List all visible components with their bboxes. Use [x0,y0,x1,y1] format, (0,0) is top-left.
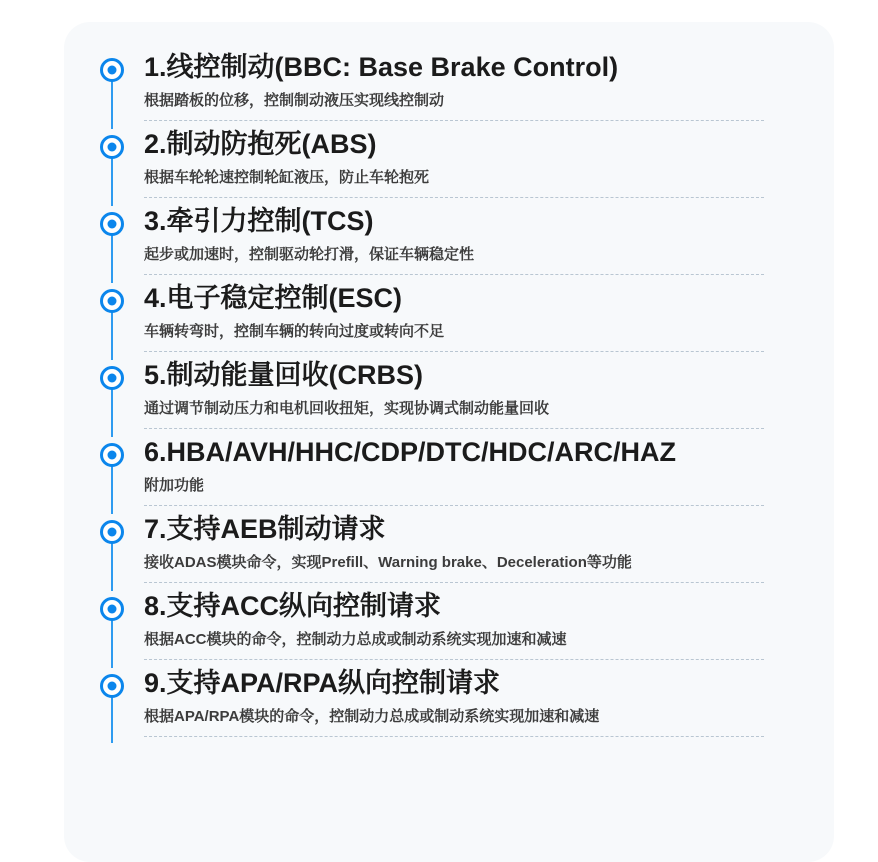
list-item-title: 3.牵引力控制(TCS) [144,206,374,236]
divider [144,582,764,583]
bullet-icon [100,58,124,82]
list-item-description: 起步或加速时，控制驱动轮打滑，保证车辆稳定性 [144,246,475,263]
bullet-icon [100,443,124,467]
list-item-title: 6.HBA/AVH/HHC/CDP/DTC/HDC/ARC/HAZ [144,437,676,467]
list-item-description: 通过调节制动压力和电机回收扭矩，实现协调式制动能量回收 [144,400,550,417]
list-item-title: 5.制动能量回收(CRBS) [144,360,424,390]
list-item-description: 根据踏板的位移，控制制动液压实现线控制动 [144,92,445,109]
bullet-icon [100,520,124,544]
list-item-description: 车辆转弯时，控制车辆的转向过度或转向不足 [144,323,445,340]
divider [144,659,764,660]
list-item [92,589,792,666]
list-item [92,512,792,589]
timeline-rail [111,80,113,129]
list-item [92,358,792,435]
timeline-rail [111,311,113,360]
timeline-rail [111,388,113,437]
divider [144,120,764,121]
list-item-title: 9.支持APA/RPA纵向控制请求 [144,668,501,698]
list-item-description: 根据车轮轮速控制轮缸液压，防止车轮抱死 [144,169,430,186]
bullet-icon [100,366,124,390]
timeline-rail [111,696,113,743]
list-item-description: 根据APA/RPA模块的命令，控制动力总成或制动系统实现加速和减速 [144,708,600,725]
list-item-title: 4.电子稳定控制(ESC) [144,283,403,313]
list-item-description: 根据ACC模块的命令，控制动力总成或制动系统实现加速和减速 [144,631,567,648]
list-item-description: 附加功能 [144,477,205,494]
timeline-rail [111,234,113,283]
bullet-icon [100,289,124,313]
timeline-rail [111,619,113,668]
divider [144,505,764,506]
feature-list [92,50,792,743]
list-item-description: 接收ADAS模块命令，实现Prefill、Warning brake、Deceleration等功能 [144,554,632,571]
list-item-title: 1.线控制动(BBC: Base Brake Control) [144,52,619,82]
divider [144,351,764,352]
timeline-rail [111,542,113,591]
list-item-title: 2.制动防抱死(ABS) [144,129,377,159]
list-item [92,281,792,358]
bullet-icon [100,212,124,236]
divider [144,428,764,429]
list-item-title: 7.支持AEB制动请求 [144,514,386,544]
divider [144,736,764,737]
bullet-icon [100,135,124,159]
list-item-title: 8.支持ACC纵向控制请求 [144,591,442,621]
bullet-icon [100,674,124,698]
timeline-rail [111,157,113,206]
list-item [92,204,792,281]
list-item [92,666,792,743]
list-item [92,435,792,512]
divider [144,274,764,275]
divider [144,197,764,198]
timeline-rail [111,465,113,514]
list-item [92,127,792,204]
bullet-icon [100,597,124,621]
list-item [92,50,792,127]
